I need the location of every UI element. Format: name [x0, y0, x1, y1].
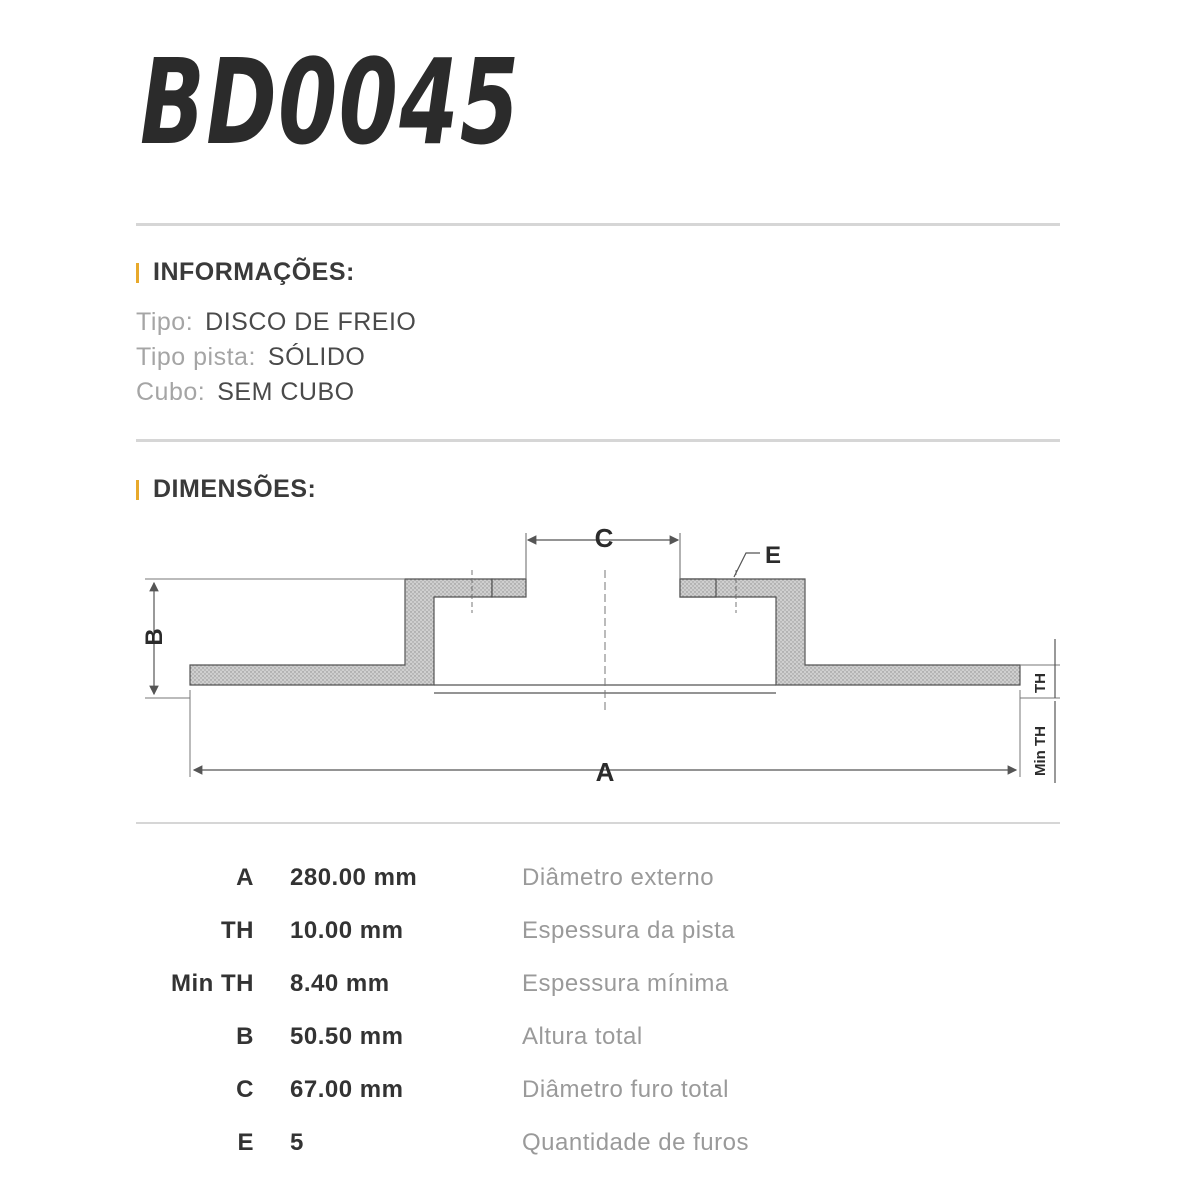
divider	[136, 223, 1060, 226]
dimension-description: Quantidade de furos	[522, 1129, 749, 1156]
info-value: SEM CUBO	[217, 378, 355, 406]
info-label: Tipo pista:	[136, 343, 256, 371]
dimension-value: 67.00 mm	[290, 1076, 404, 1103]
info-heading	[136, 258, 355, 287]
dimension-key: C	[236, 1076, 254, 1103]
dim-label-e: E	[764, 542, 782, 569]
info-value: SÓLIDO	[267, 343, 366, 371]
brake-disc-diagram	[130, 515, 1070, 805]
info-value: DISCO DE FREIO	[205, 308, 417, 336]
info-row-type	[136, 308, 416, 337]
dim-label-b: B	[141, 628, 168, 646]
dimension-value: 10.00 mm	[290, 917, 404, 944]
disc-cross-section-right	[680, 579, 1020, 685]
dimensions-heading	[136, 475, 316, 504]
dimension-description: Altura total	[522, 1023, 643, 1050]
dimension-value: 5	[290, 1129, 304, 1156]
dimension-description: Diâmetro furo total	[522, 1076, 729, 1103]
dimension-description: Diâmetro externo	[522, 864, 715, 891]
divider	[136, 822, 1060, 824]
dimension-key: TH	[221, 917, 254, 944]
dimension-description: Espessura da pista	[522, 917, 736, 944]
divider	[136, 439, 1060, 442]
info-heading-text: INFORMAÇÕES:	[153, 258, 355, 286]
dimensions-heading-text: DIMENSÕES:	[153, 475, 317, 503]
dimension-key: Min TH	[171, 970, 254, 997]
dimension-value: 50.50 mm	[290, 1023, 404, 1050]
dimension-key: B	[236, 1023, 254, 1050]
dimension-description: Espessura mínima	[522, 970, 729, 997]
accent-bar	[136, 480, 139, 500]
product-code: BD0045	[140, 33, 521, 171]
info-row-hub	[136, 378, 355, 407]
disc-hub-face	[492, 579, 716, 597]
dimension-value: 280.00 mm	[290, 864, 418, 891]
info-label: Cubo:	[136, 378, 206, 406]
dim-label-c: C	[594, 523, 614, 553]
dim-label-a: A	[595, 757, 615, 787]
dim-e-leader	[734, 553, 760, 577]
dimension-key: E	[237, 1129, 254, 1156]
accent-bar	[136, 263, 139, 283]
dim-label-th: TH	[1032, 673, 1049, 693]
info-row-track-type	[136, 343, 365, 372]
dimension-key: A	[236, 864, 254, 891]
dimension-value: 8.40 mm	[290, 970, 390, 997]
info-label: Tipo:	[136, 308, 194, 336]
disc-cross-section-left	[190, 579, 492, 685]
dim-label-min-th: Min TH	[1032, 726, 1049, 776]
